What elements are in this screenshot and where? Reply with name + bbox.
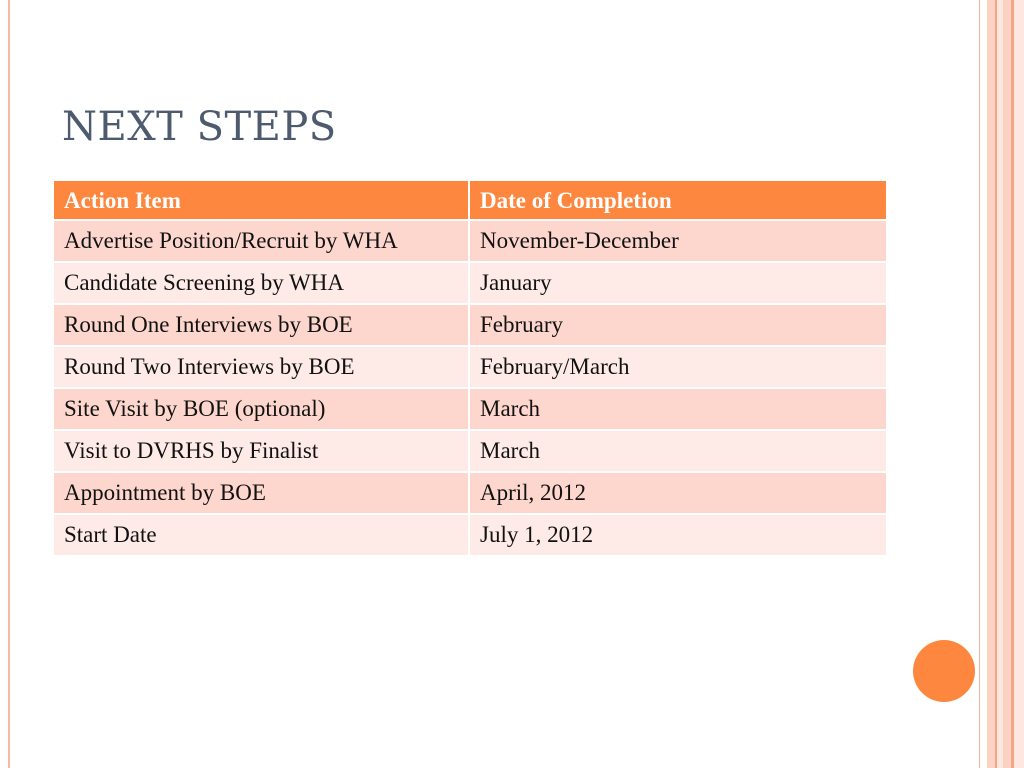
- stripe: [987, 0, 995, 768]
- cell-date: July 1, 2012: [469, 514, 887, 556]
- steps-table-container: [52, 179, 888, 557]
- table-row: [53, 472, 887, 514]
- cell-action-item: Round One Interviews by BOE: [53, 304, 469, 346]
- table-row: [53, 304, 887, 346]
- cell-date: March: [469, 388, 887, 430]
- cell-action-item: Round Two Interviews by BOE: [53, 346, 469, 388]
- cell-date: April, 2012: [469, 472, 887, 514]
- table-row: [53, 430, 887, 472]
- steps-table: [52, 179, 888, 557]
- cell-action-item: Visit to DVRHS by Finalist: [53, 430, 469, 472]
- table-header-row: [53, 180, 887, 220]
- cell-date: February/March: [469, 346, 887, 388]
- table-row: [53, 346, 887, 388]
- cell-date: February: [469, 304, 887, 346]
- stripe: [1003, 0, 1011, 768]
- cell-action-item: Candidate Screening by WHA: [53, 262, 469, 304]
- left-border-line: [8, 0, 10, 768]
- cell-action-item: Start Date: [53, 514, 469, 556]
- stripe: [1014, 0, 1024, 768]
- cell-action-item: Site Visit by BOE (optional): [53, 388, 469, 430]
- cell-date: November-December: [469, 220, 887, 262]
- decorative-orange-circle: [913, 640, 975, 702]
- cell-date: March: [469, 430, 887, 472]
- table-row: [53, 262, 887, 304]
- cell-action-item: Advertise Position/Recruit by WHA: [53, 220, 469, 262]
- header-date-of-completion: Date of Completion: [469, 180, 887, 220]
- table-row: [53, 388, 887, 430]
- table-row: [53, 220, 887, 262]
- cell-action-item: Appointment by BOE: [53, 472, 469, 514]
- header-action-item: Action Item: [53, 180, 469, 220]
- right-decorative-stripes: [978, 0, 1024, 768]
- stripe: [980, 0, 987, 768]
- table-row: [53, 514, 887, 556]
- cell-date: January: [469, 262, 887, 304]
- slide-title: NEXT STEPS: [62, 104, 337, 150]
